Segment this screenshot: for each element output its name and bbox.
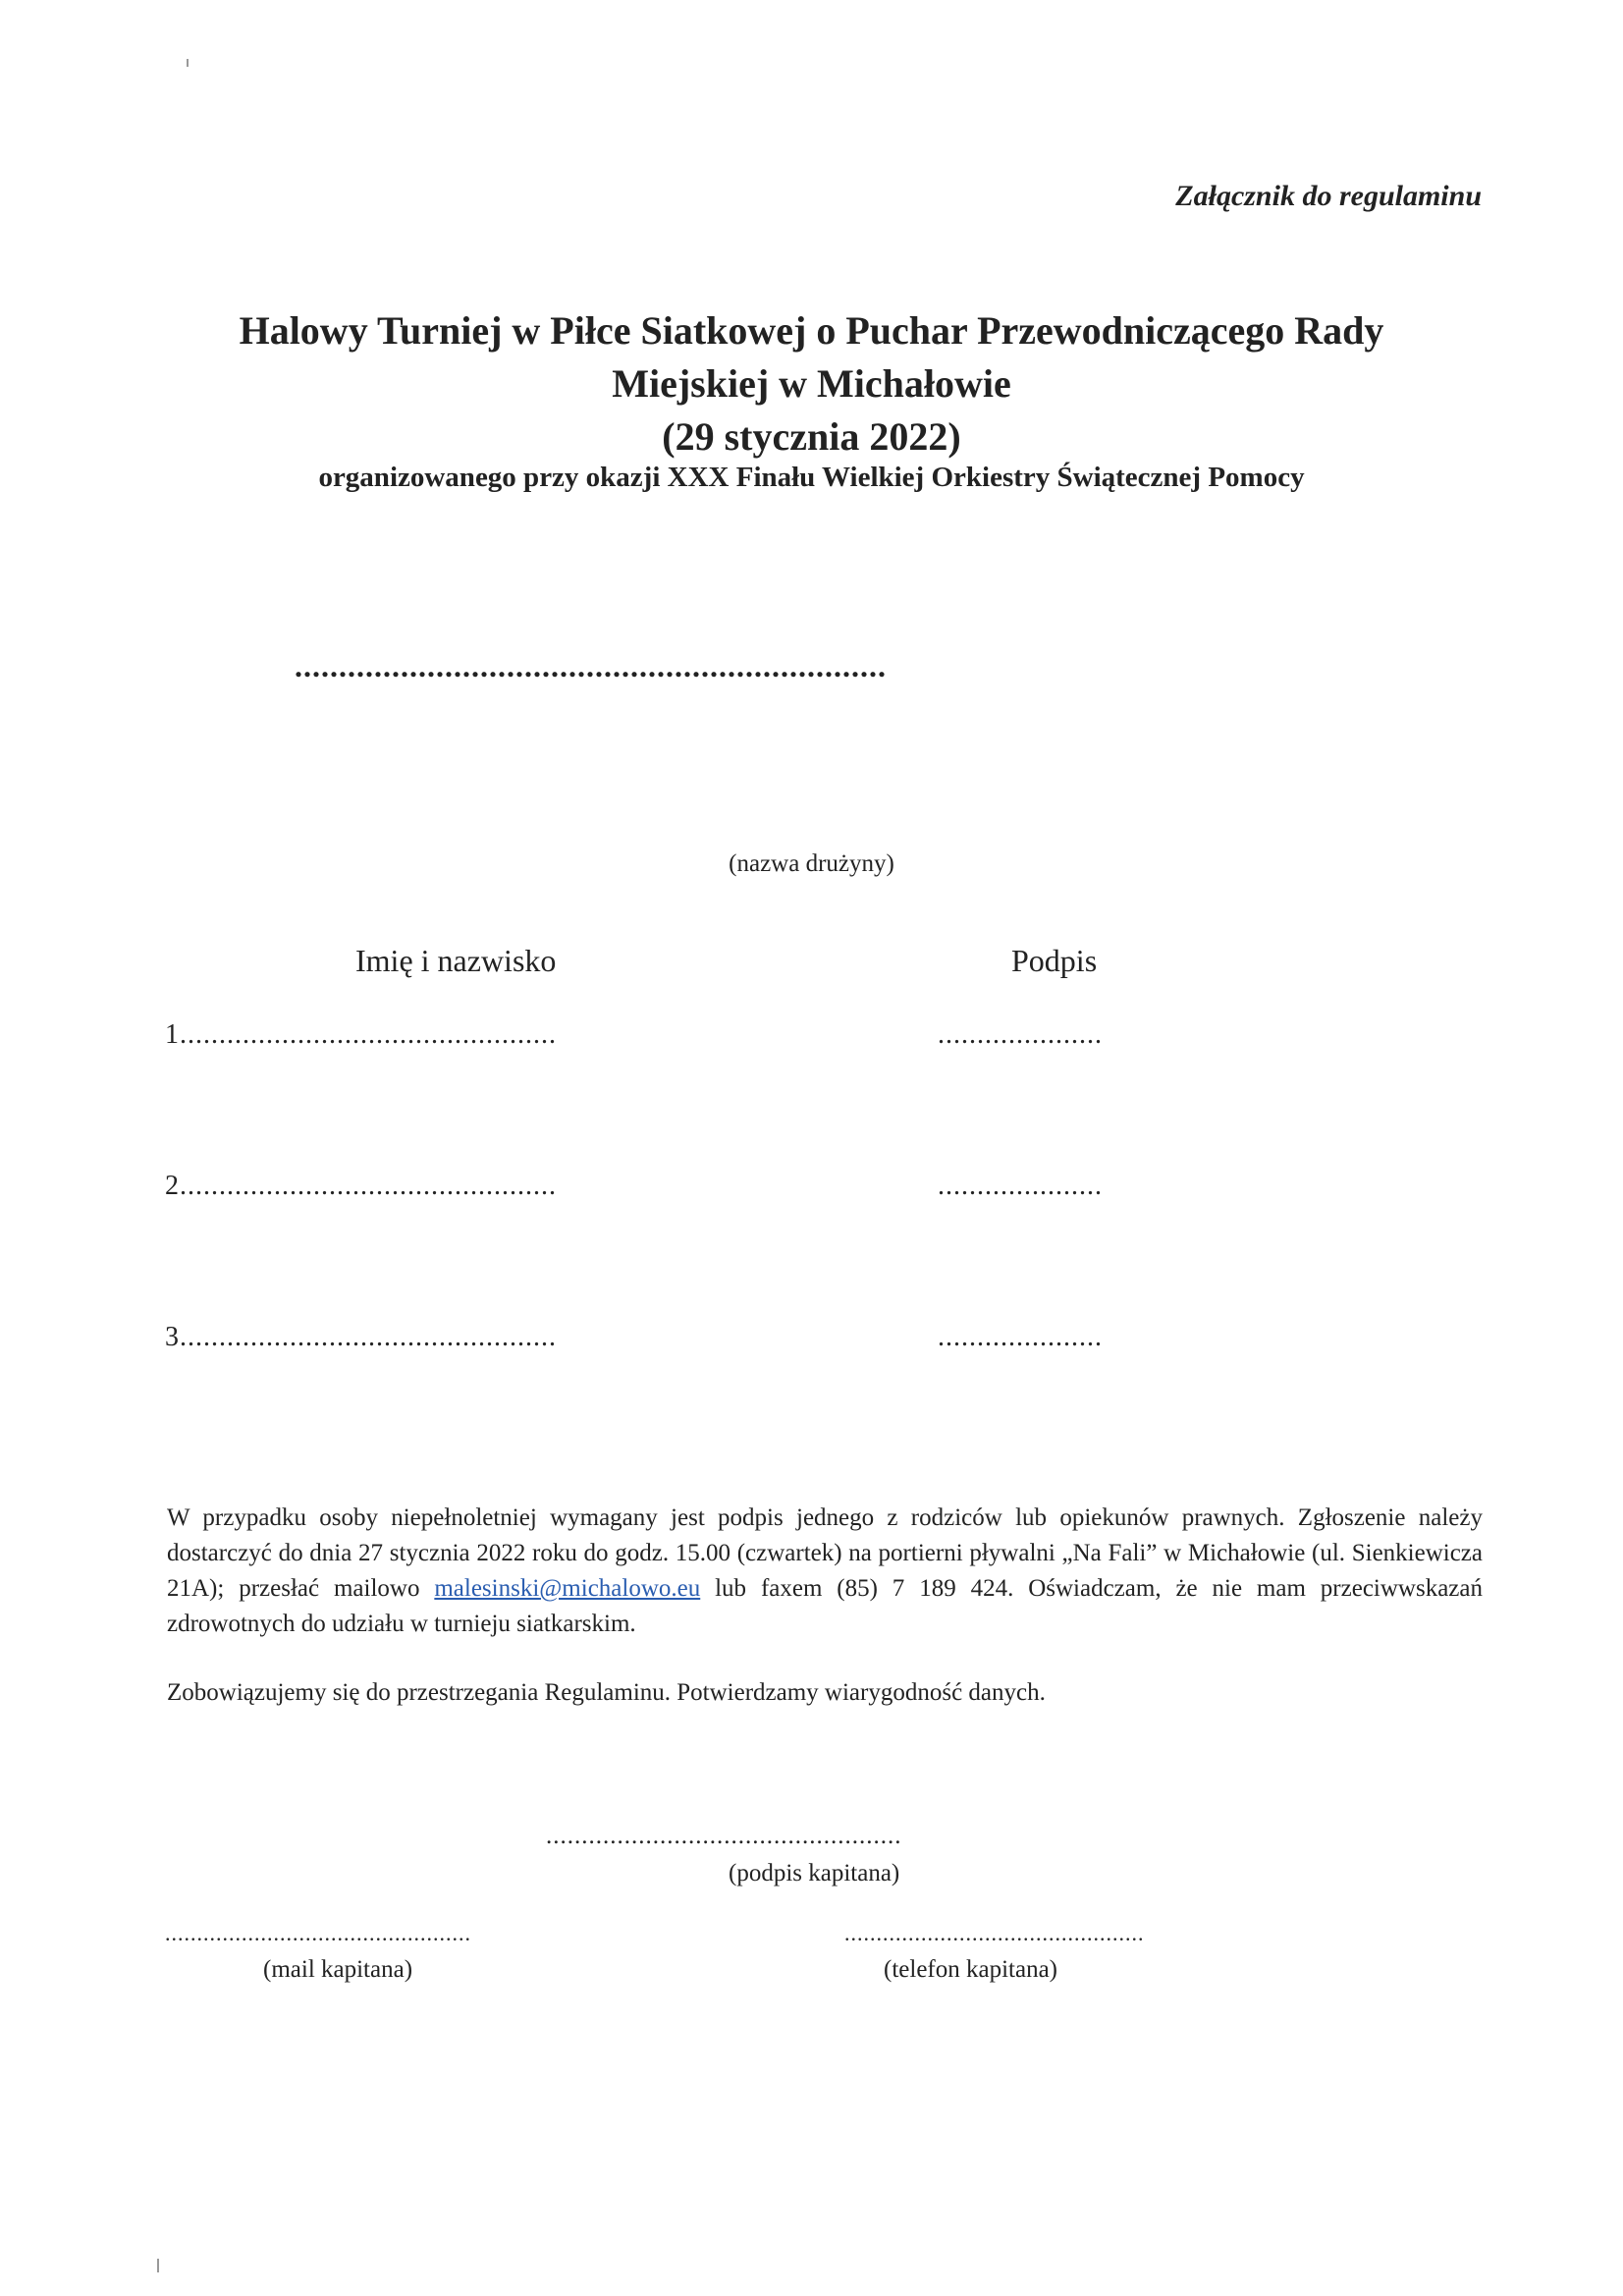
captain-mail-caption: (mail kapitana) xyxy=(263,1956,413,1983)
captain-phone-field[interactable]: ............................................... xyxy=(844,1921,1145,1945)
document-title-line-2: Miejskiej w Michałowie xyxy=(612,361,1011,406)
notice-text-before: W przypadku osoby niepełnoletniej wymagany jest podpis jednego z rodziców lub opiekunów prawnych. Zgłoszenie należy dostarczyć do dnia 27 stycznia 2022 roku do godz. 15.00 (czwartek) na portierni pływalni „Na Fali” w Michałowie (ul. Sienkiewicza 21A); przesłać mailowo xyxy=(167,1504,1483,1602)
name-column-header: Imię i nazwisko xyxy=(355,943,557,978)
captain-phone-caption: (telefon kapitana) xyxy=(884,1956,1057,1983)
player-2-name-field[interactable]: 2................................................ xyxy=(165,1171,557,1201)
document-title-date: (29 stycznia 2022) xyxy=(662,414,961,459)
signature-column-header: Podpis xyxy=(1011,943,1098,978)
document-subtitle: organizowanego przy okazji XXX Finału Wielkiej Orkiestry Świątecznej Pomocy xyxy=(318,462,1305,493)
player-3-name-field[interactable]: 3................................................ xyxy=(165,1322,557,1352)
notice-paragraph xyxy=(167,1501,1483,1642)
player-3-signature-field[interactable]: ..................... xyxy=(938,1322,1103,1352)
scan-mark xyxy=(157,2259,159,2272)
document-title-line-1: Halowy Turniej w Piłce Siatkowej o Puchar Przewodniczącego Rady xyxy=(239,308,1384,353)
email-link[interactable]: malesinski@michalowo.eu xyxy=(434,1575,701,1602)
captain-mail-field[interactable]: ................................................ xyxy=(165,1921,471,1945)
commitment-paragraph: Zobowiązujemy się do przestrzegania Regulaminu. Potwierdzamy wiarygodność danych. xyxy=(167,1679,1046,1706)
player-2-signature-field[interactable]: ..................... xyxy=(938,1171,1103,1201)
captain-signature-caption: (podpis kapitana) xyxy=(729,1860,900,1886)
team-name-field[interactable]: ................................................................... xyxy=(295,648,887,683)
notice-text-after: lub faxem (85) 7 189 424. Oświadczam, że nie mam przeciwwskazań zdrowotnych do udziału w turnieju siatkarskim. xyxy=(167,1575,1483,1637)
attachment-label: Załącznik do regulaminu xyxy=(1175,180,1482,212)
player-1-signature-field[interactable]: ..................... xyxy=(938,1019,1103,1050)
team-name-caption: (nazwa drużyny) xyxy=(729,850,894,877)
captain-signature-field[interactable]: .................................................. xyxy=(546,1823,902,1849)
scan-mark xyxy=(187,59,189,67)
player-1-name-field[interactable]: 1................................................ xyxy=(165,1019,557,1050)
